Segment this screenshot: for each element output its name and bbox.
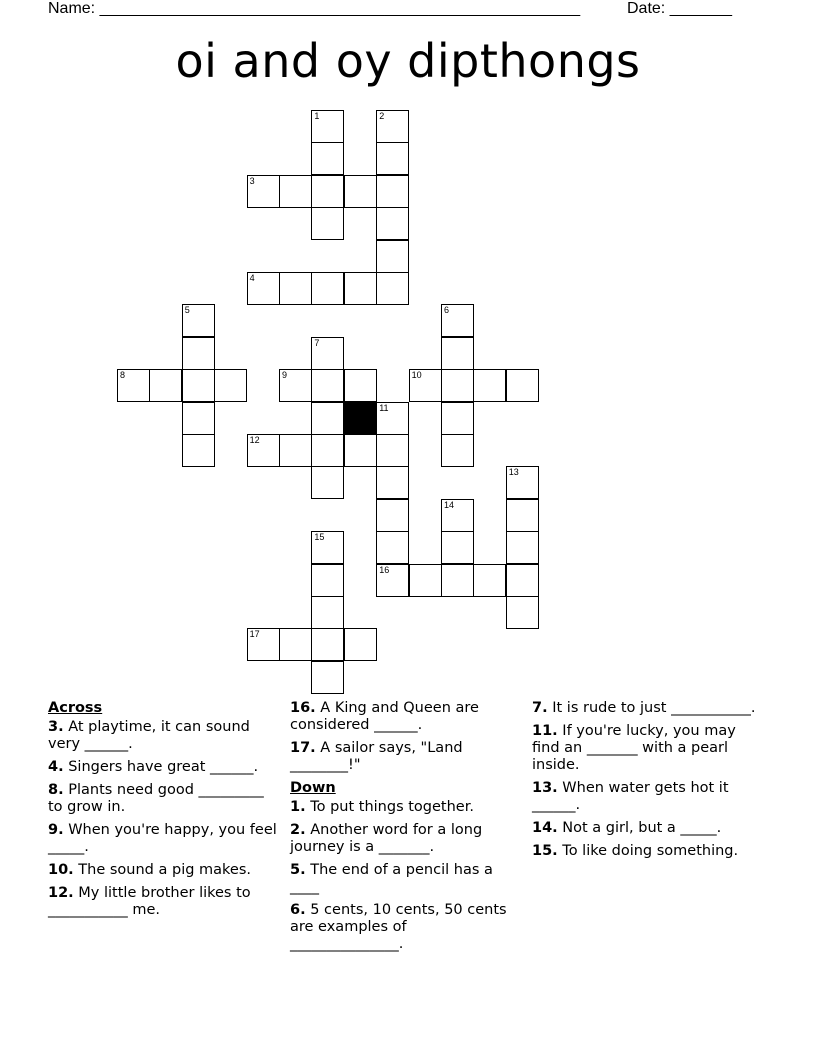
crossword-cell[interactable]: [441, 337, 474, 370]
crossword-cell[interactable]: [311, 434, 344, 467]
crossword-cell[interactable]: [311, 531, 344, 564]
clue-across-17: 17. A sailor says, "Land ________!": [290, 740, 463, 773]
cell-number: 7: [314, 337, 320, 348]
crossword-cell[interactable]: [441, 564, 474, 597]
clue-down-2: 2. Another word for a long journey is a _______.: [290, 822, 483, 855]
cell-number: 10: [411, 370, 422, 381]
crossword-cell[interactable]: [311, 661, 344, 694]
crossword-cell[interactable]: [506, 369, 539, 402]
crossword-cell[interactable]: [247, 628, 280, 661]
crossword-cell[interactable]: [506, 531, 539, 564]
crossword-cell[interactable]: [247, 175, 280, 208]
crossword-cell[interactable]: [311, 402, 344, 435]
cell-number: 17: [249, 629, 260, 640]
crossword-cell[interactable]: [376, 272, 409, 305]
crossword-cell[interactable]: [279, 175, 312, 208]
crossword-cell[interactable]: [279, 369, 312, 402]
cell-number: 8: [120, 370, 126, 381]
crossword-cell[interactable]: [376, 434, 409, 467]
crossword-cell[interactable]: [376, 240, 409, 273]
crossword-cell[interactable]: [376, 175, 409, 208]
clue-across-3: 3. At playtime, it can sound very ______.: [48, 719, 250, 752]
crossword-cell[interactable]: [376, 466, 409, 499]
crossword-cell[interactable]: [376, 110, 409, 143]
crossword-cell[interactable]: [506, 564, 539, 597]
cell-number: 2: [379, 111, 385, 121]
crossword-cell[interactable]: [506, 596, 539, 629]
crossword-cell[interactable]: [506, 499, 539, 532]
crossword-cell[interactable]: [247, 272, 280, 305]
crossword-cell[interactable]: [441, 499, 474, 532]
crossword-cell[interactable]: [311, 466, 344, 499]
page-title: oi and oy dipthongs: [175, 34, 641, 88]
cell-number: 4: [249, 273, 255, 283]
clue-down-13: 13. When water gets hot it ______.: [532, 780, 729, 813]
cell-number: 9: [282, 370, 288, 381]
crossword-cell[interactable]: [182, 337, 215, 370]
crossword-cell[interactable]: [473, 564, 506, 597]
cell-number: 16: [379, 564, 390, 575]
crossword-cell[interactable]: [506, 466, 539, 499]
clue-across-10: 10. The sound a pig makes.: [48, 862, 252, 878]
crossword-cell[interactable]: [344, 369, 377, 402]
clue-across-16: 16. A King and Queen are considered ______.: [290, 700, 479, 733]
crossword-cell[interactable]: [344, 434, 377, 467]
across-heading: Across: [48, 700, 103, 716]
cell-number: 6: [444, 305, 450, 316]
crossword-cell[interactable]: [376, 207, 409, 240]
crossword-cell[interactable]: [409, 369, 442, 402]
cell-number: 3: [249, 175, 255, 186]
crossword-cell[interactable]: [376, 142, 409, 175]
crossword-cell[interactable]: [344, 175, 377, 208]
clue-across-4: 4. Singers have great ______.: [48, 759, 259, 775]
crossword-cell[interactable]: [279, 628, 312, 661]
cell-number: 1: [314, 111, 320, 121]
clue-across-12: 12. My little brother likes to ___________ me.: [48, 885, 251, 918]
crossword-cell[interactable]: [311, 628, 344, 661]
clue-down-11: 11. If you're lucky, you may find an _______ with a pearl inside.: [532, 723, 736, 773]
clues-column-1: [48, 700, 278, 925]
clue-down-15: 15. To like doing something.: [532, 843, 739, 859]
crossword-cell[interactable]: [214, 369, 247, 402]
crossword-cell[interactable]: [376, 564, 409, 597]
cell-number: 13: [508, 467, 519, 478]
clues-column-3: [532, 700, 767, 866]
clue-down-14: 14. Not a girl, but a _____.: [532, 820, 722, 836]
crossword-cell[interactable]: [182, 369, 215, 402]
crossword-cell[interactable]: [344, 628, 377, 661]
clue-down-7: 7. It is rude to just ___________.: [532, 700, 756, 716]
crossword-cell[interactable]: [182, 402, 215, 435]
cell-number: 14: [444, 499, 455, 510]
crossword-cell[interactable]: [311, 596, 344, 629]
crossword-cell[interactable]: [117, 369, 150, 402]
crossword-cell[interactable]: [441, 434, 474, 467]
crossword-cell[interactable]: [311, 207, 344, 240]
clue-down-1: 1. To put things together.: [290, 799, 474, 815]
cell-number: 5: [184, 305, 190, 316]
crossword-cell[interactable]: [441, 369, 474, 402]
crossword-cell[interactable]: [279, 272, 312, 305]
crossword-cell[interactable]: [279, 434, 312, 467]
crossword-cell[interactable]: [247, 434, 280, 467]
crossword-cell[interactable]: [149, 369, 182, 402]
crossword-cell[interactable]: [409, 564, 442, 597]
clue-across-8: 8. Plants need good _________ to grow in.: [48, 782, 264, 815]
cell-number: 11: [379, 402, 389, 413]
crossword-cell[interactable]: [376, 499, 409, 532]
clue-down-5: 5. The end of a pencil has a ____: [290, 862, 493, 895]
crossword-cell[interactable]: [182, 304, 215, 337]
cell-number: 12: [249, 435, 260, 445]
crossword-cell[interactable]: [376, 402, 409, 435]
cell-number: 15: [314, 532, 325, 543]
crossword-cell[interactable]: [311, 369, 344, 402]
crossword-cell[interactable]: [441, 402, 474, 435]
crossword-cell[interactable]: [311, 564, 344, 597]
crossword-cell[interactable]: [441, 304, 474, 337]
crossword-cell[interactable]: [311, 272, 344, 305]
crossword-cell[interactable]: [473, 369, 506, 402]
crossword-cell[interactable]: [441, 531, 474, 564]
crossword-cell[interactable]: [344, 272, 377, 305]
crossword-cell[interactable]: [311, 142, 344, 175]
crossword-cell[interactable]: [311, 337, 344, 370]
name-field-label: Name: ______________________________________________________: [48, 0, 581, 17]
crossword-cell[interactable]: [311, 175, 344, 208]
crossword-cell[interactable]: [182, 434, 215, 467]
crossword-cell[interactable]: [311, 110, 344, 143]
clue-across-9: 9. When you're happy, you feel _____.: [48, 822, 277, 855]
black-square: [344, 402, 377, 435]
clues-column-2: [290, 700, 512, 959]
down-heading: Down: [290, 780, 336, 796]
clue-down-6: 6. 5 cents, 10 cents, 50 cents are examples of _______________.: [290, 902, 507, 952]
date-field-label: Date: _______: [627, 0, 732, 17]
crossword-cell[interactable]: [376, 531, 409, 564]
